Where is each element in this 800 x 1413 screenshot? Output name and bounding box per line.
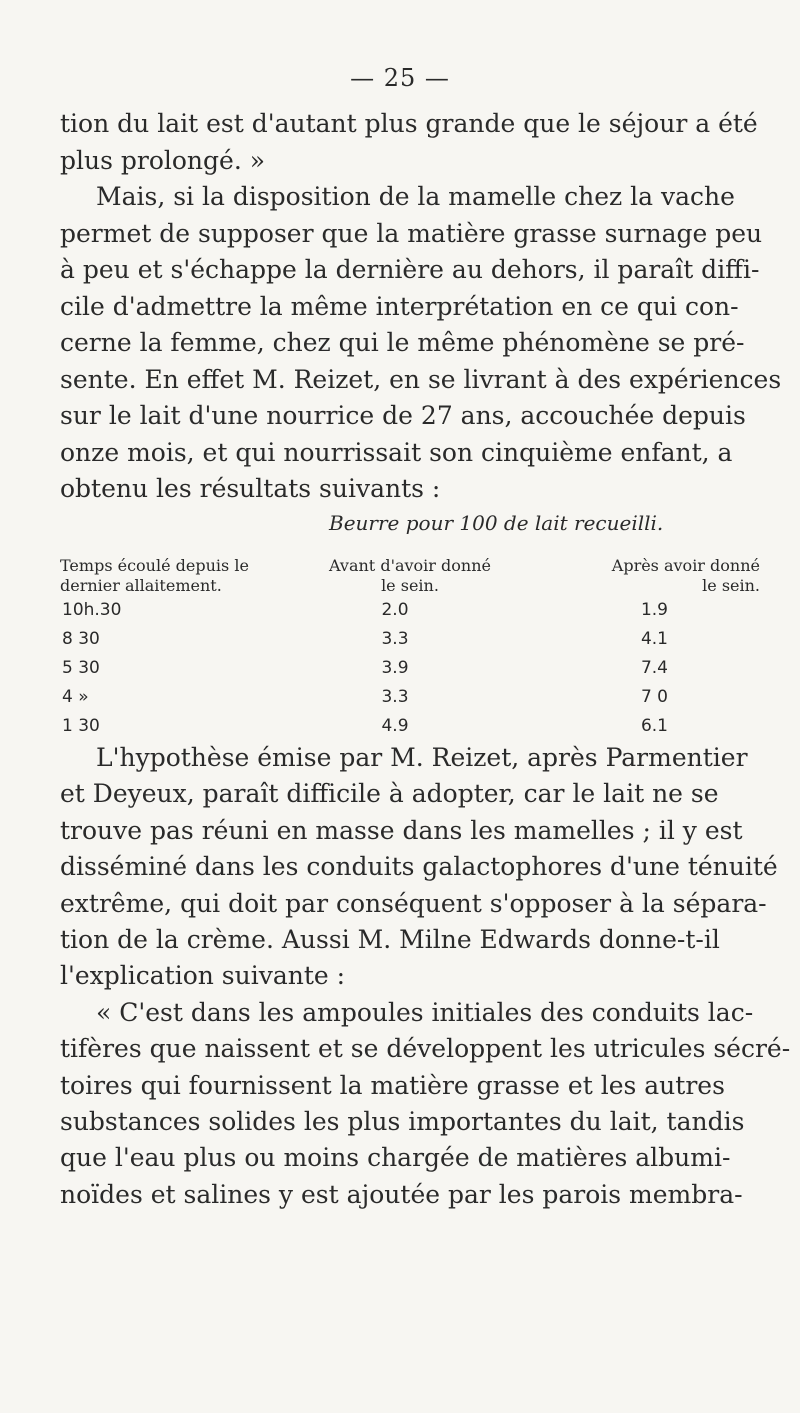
header-after-line2: le sein. — [702, 576, 760, 595]
text-line: L'hypothèse émise par M. Reizet, après Parmentier — [96, 743, 748, 772]
text-line: onze mois, et qui nourrissait son cinquième enfant, a — [60, 437, 733, 467]
table-row — [60, 596, 760, 625]
text-line: à peu et s'échappe la dernière au dehors, il paraît diffi- — [60, 255, 760, 284]
header-before-line1: Avant d'avoir donné — [329, 556, 491, 575]
text-line: sente. En effet M. Reizet, en se livrant à des expériences — [60, 364, 782, 394]
paragraph-1 — [60, 106, 782, 508]
cell-before: 3.3 — [381, 629, 409, 649]
text-line: que l'eau plus ou moins chargée de matières albumi- — [60, 1143, 731, 1173]
text-line: toires qui fournissent la matière grasse et les autres — [60, 1070, 725, 1100]
text-line: cile d'admettre la même interprétation en ce qui con- — [60, 291, 739, 321]
text-line: trouve pas réuni en masse dans les mamelles ; il y est — [60, 815, 743, 845]
cell-time: 8 30 — [62, 629, 100, 649]
text-line: obtenu les résultats suivants : — [60, 474, 441, 503]
cell-time: 1 30 — [62, 716, 100, 736]
butter-results-table — [60, 556, 760, 741]
cell-before: 4.9 — [381, 716, 409, 736]
cell-after: 7.4 — [640, 658, 668, 678]
page-number: — 25 — — [350, 64, 450, 92]
text-line: permet de supposer que la matière grasse surnage peu — [60, 218, 763, 248]
header-time-line2: dernier allaitement. — [60, 576, 222, 595]
cell-after: 1.9 — [640, 600, 668, 620]
text-line: et Deyeux, paraît difficile à adopter, car le lait ne se — [60, 779, 719, 809]
cell-before: 3.3 — [381, 687, 409, 707]
cell-before: 2.0 — [381, 600, 409, 620]
table-row — [60, 654, 760, 683]
text-line: tion de la crème. Aussi M. Milne Edwards donne-t-il — [60, 925, 720, 955]
header-after — [530, 556, 760, 596]
cell-time: 10h.30 — [62, 600, 122, 620]
table-title: Beurre pour 100 de lait recueilli. — [329, 511, 664, 535]
text-line: plus prolongé. » — [60, 145, 266, 175]
text-line: tion du lait est d'autant plus grande que le séjour a été — [60, 109, 758, 138]
cell-time: 4 » — [62, 687, 89, 707]
text-line: tifères que naissent et se développent les utricules sécré- — [60, 1034, 791, 1064]
text-line: extrême, qui doit par conséquent s'opposer à la sépara- — [60, 888, 767, 918]
header-time-line1: Temps écoulé depuis le — [60, 556, 249, 575]
header-before-line2: le sein. — [381, 576, 439, 595]
cell-after: 6.1 — [640, 716, 668, 736]
header-time — [60, 556, 290, 596]
table-row — [60, 712, 760, 741]
text-line: l'explication suivante : — [60, 961, 346, 991]
header-after-line1: Après avoir donné — [611, 556, 760, 575]
table-header-row — [60, 556, 760, 596]
table-row — [60, 625, 760, 654]
text-line: substances solides les plus importantes du lait, tandis — [60, 1107, 745, 1137]
paragraph-2 — [60, 740, 791, 1213]
cell-before: 3.9 — [381, 658, 409, 678]
cell-after: 4.1 — [640, 629, 668, 649]
header-before — [290, 556, 530, 596]
text-line: disséminé dans les conduits galactophores d'une ténuité — [60, 852, 778, 882]
cell-after: 7 0 — [640, 687, 668, 707]
text-line: Mais, si la disposition de la mamelle chez la vache — [96, 182, 735, 211]
text-line: cerne la femme, chez qui le même phénomène se pré- — [60, 328, 745, 357]
text-line: noïdes et salines y est ajoutée par les parois membra- — [60, 1179, 743, 1209]
cell-time: 5 30 — [62, 658, 100, 678]
text-line: « C'est dans les ampoules initiales des conduits lac- — [96, 997, 754, 1027]
text-line: sur le lait d'une nourrice de 27 ans, accouchée depuis — [60, 401, 746, 430]
table-row — [60, 683, 760, 712]
